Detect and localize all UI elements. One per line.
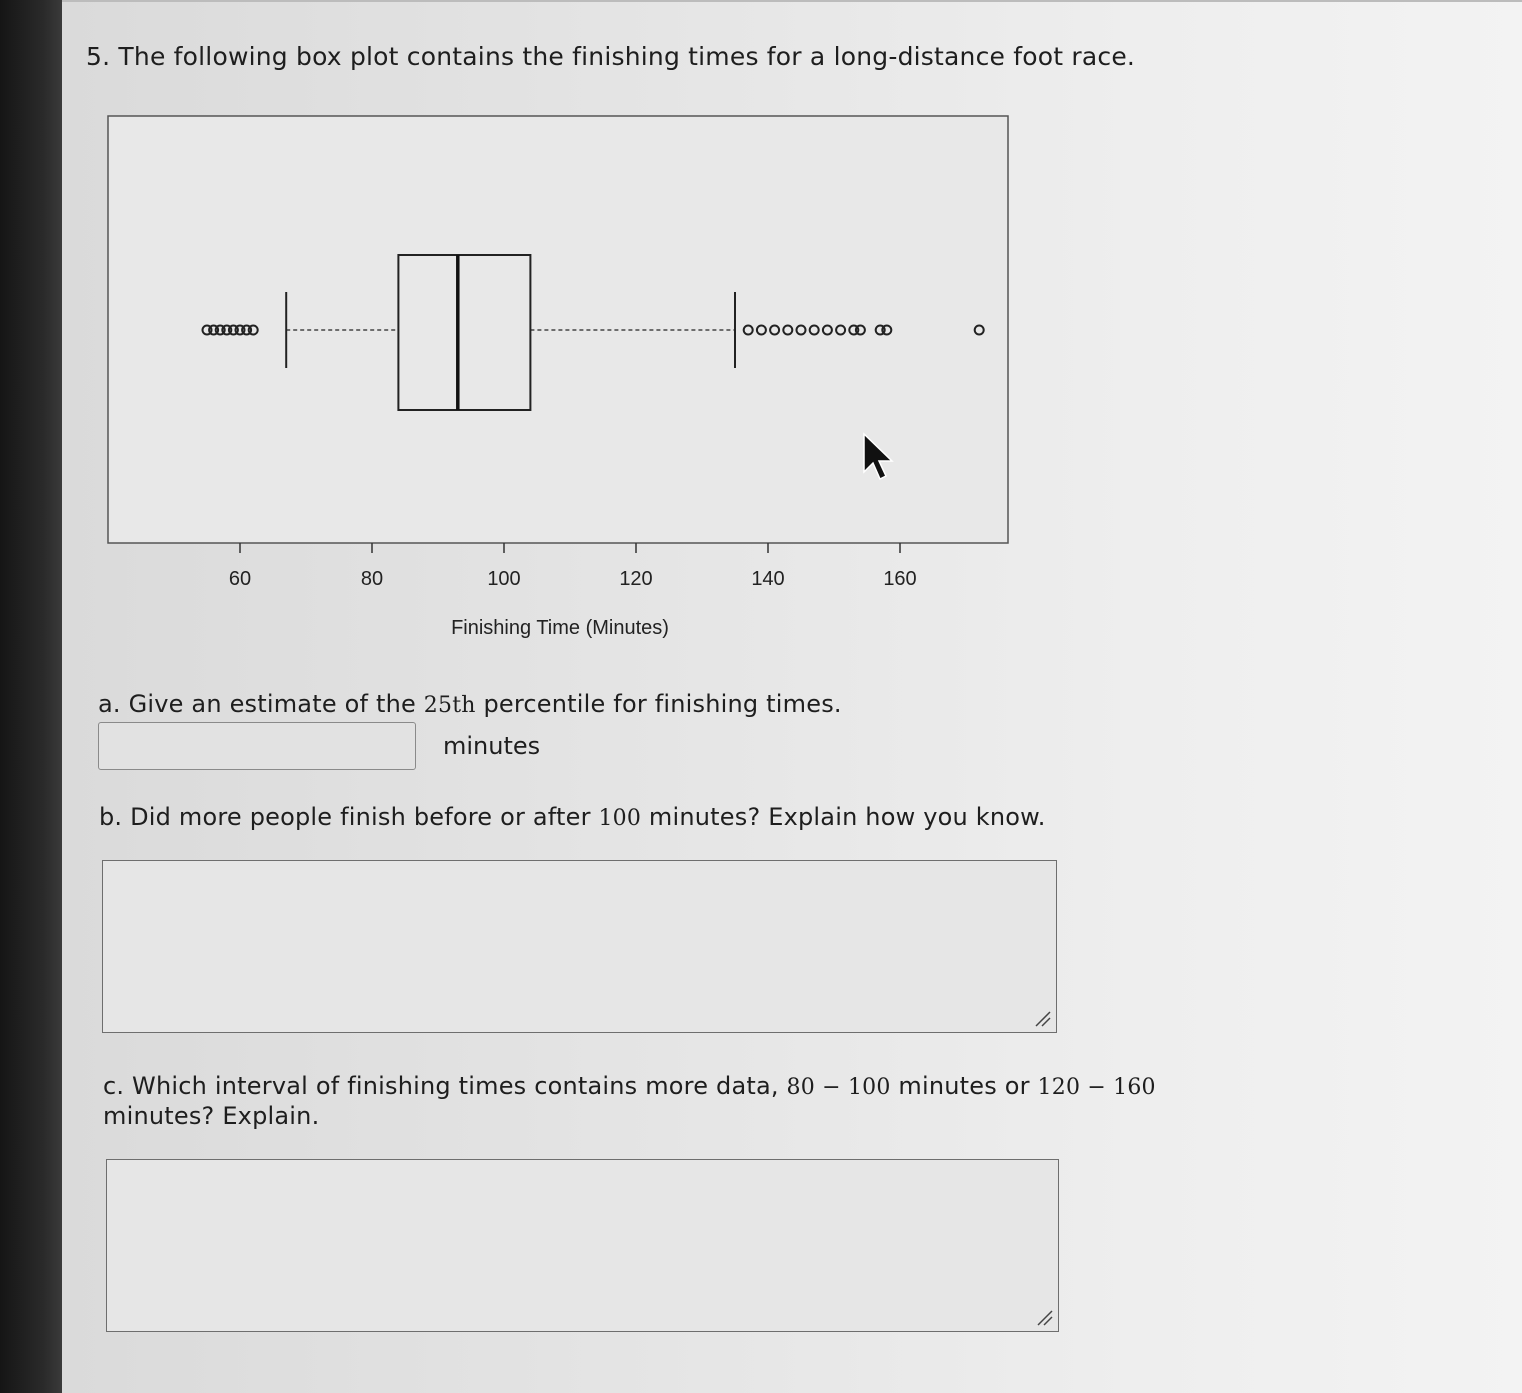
screen-bezel xyxy=(0,0,62,1393)
part-c-interval-2: 120 − 160 xyxy=(1037,1075,1156,1100)
part-b-suffix: minutes? Explain how you know. xyxy=(641,803,1046,831)
part-c-prefix: c. Which interval of finishing times contains more data, xyxy=(103,1072,787,1100)
part-a-prompt xyxy=(98,690,842,718)
x-axis-label: Finishing Time (Minutes) xyxy=(451,617,669,639)
question-5 xyxy=(86,42,1135,71)
x-tick-label: 120 xyxy=(619,568,653,590)
part-b-response-textarea[interactable] xyxy=(102,860,1057,1033)
x-axis xyxy=(229,543,917,590)
question-number: 5. xyxy=(86,42,111,71)
x-tick-label: 100 xyxy=(487,568,521,590)
resize-handle-icon[interactable] xyxy=(1034,1307,1054,1327)
part-a-answer-input[interactable] xyxy=(98,722,416,770)
part-c-response-textarea[interactable] xyxy=(106,1159,1059,1332)
mouse-cursor-icon xyxy=(860,432,900,486)
question-text: The following box plot contains the finishing times for a long-distance foot race. xyxy=(118,42,1136,71)
part-b-prompt xyxy=(99,803,1046,831)
box-plot-chart xyxy=(100,112,1030,656)
resize-handle-icon[interactable] xyxy=(1032,1008,1052,1028)
x-tick-label: 80 xyxy=(360,568,384,590)
x-tick-label: 160 xyxy=(883,568,917,590)
part-b-prefix: b. Did more people finish before or after xyxy=(99,803,599,831)
x-tick-label: 60 xyxy=(228,568,252,590)
part-c-prompt-line2: minutes? Explain. xyxy=(103,1102,320,1130)
part-c-interval-1: 80 − 100 xyxy=(786,1075,891,1100)
part-a-suffix: percentile for finishing times. xyxy=(475,690,842,718)
part-a-unit-label: minutes xyxy=(443,732,541,760)
part-c-prompt xyxy=(103,1072,1156,1100)
box-plot-svg xyxy=(100,112,1030,652)
part-a-prefix: a. Give an estimate of the xyxy=(98,690,424,718)
top-divider xyxy=(62,0,1522,2)
part-b-math: 100 xyxy=(598,806,642,831)
part-c-middle: minutes or xyxy=(890,1072,1038,1100)
x-tick-label: 140 xyxy=(751,568,785,590)
part-a-math: 25th xyxy=(423,693,476,718)
